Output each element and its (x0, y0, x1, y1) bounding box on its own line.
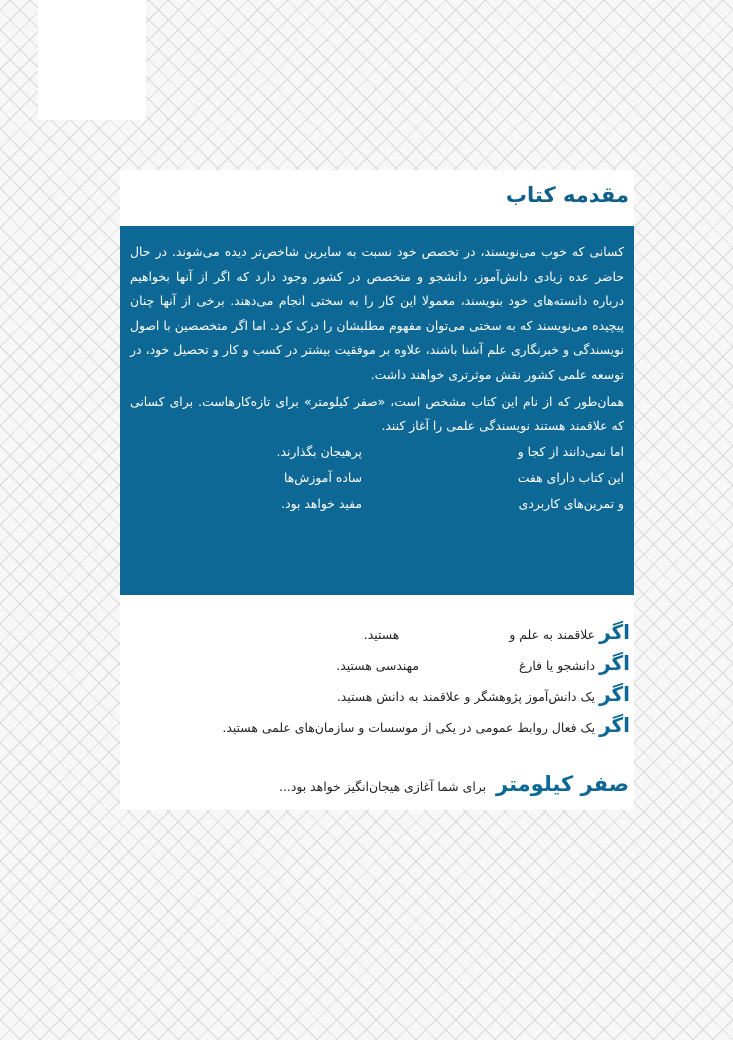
intro-paragraph-1: کسانی که خوب می‌نویسند، در تخصص خود نسبت به سایرین شاخص‌تر دیده می‌شوند. در حال حاضر عده زیادی دانش‌آموز، دانشجو و متخصص در کشور وجود دارد که اگر از آنها بخواهیم درباره دانسته‌های خود بنویسند، معمولا این کار را به سختی انجام می‌دهند. برخی از آنها چنان پیچیده می‌نویسند که به سختی می‌توان مفهوم مطلبشان را درک کرد. اما اگر متخصصین با اصول نویسندگی و خبرنگاری علم آشنا باشند، علاوه بر موفقیت بیشتر در کسب و کار و تحصیل خود، در توسعه علمی کشور نقش موثرتری خواهند داشت. (130, 244, 624, 382)
intro-paragraph-2: همان‌طور که از نام این کتاب مشخص است، «صفر کیلومتر» برای تازه‌کارهاست. برای کسانی که علاقمند هستند نویسندگی علمی را آغاز کنند. (130, 393, 624, 434)
agar-text: دانشجو یا فارغ (519, 658, 596, 673)
agar-tail: هستید. (363, 627, 400, 642)
agar-tail: مهندسی هستید. (336, 658, 420, 673)
closing-title: صفر کیلومتر (496, 772, 629, 796)
agar-word: اگر (599, 651, 630, 675)
agar-text: یک دانش‌آموز پژوهشگر و علاقمند به دانش هستید. (336, 689, 596, 704)
agar-text: یک فعال روابط عمومی در یکی از موسسات و سازمان‌های علمی هستید. (222, 720, 596, 735)
agar-word: اگر (599, 682, 630, 706)
closing-text: برای شما آغازی هیجان‌انگیز خواهد بود... (279, 779, 487, 794)
two-column-text (130, 439, 624, 517)
page-title: مقدمه کتاب (505, 183, 629, 207)
list-item (130, 713, 630, 744)
agar-word: اگر (599, 620, 630, 644)
two-column-row: اما نمی‌دانند از کجا و پرهیجان بگذارند. (276, 443, 624, 459)
list-item (130, 682, 630, 713)
intro-box (120, 226, 634, 595)
list-item (130, 651, 630, 682)
closing-line (279, 772, 629, 796)
agar-word: اگر (599, 713, 630, 737)
agar-text: علاقمند به علم و (509, 627, 596, 642)
agar-list (130, 620, 630, 744)
list-item (130, 620, 630, 651)
two-column-row: این کتاب دارای هفت ساده آموزش‌ها (283, 469, 624, 485)
corner-white-box (38, 0, 146, 120)
two-column-row: و تمرین‌های کاربردی مفید خواهد بود. (281, 495, 624, 511)
